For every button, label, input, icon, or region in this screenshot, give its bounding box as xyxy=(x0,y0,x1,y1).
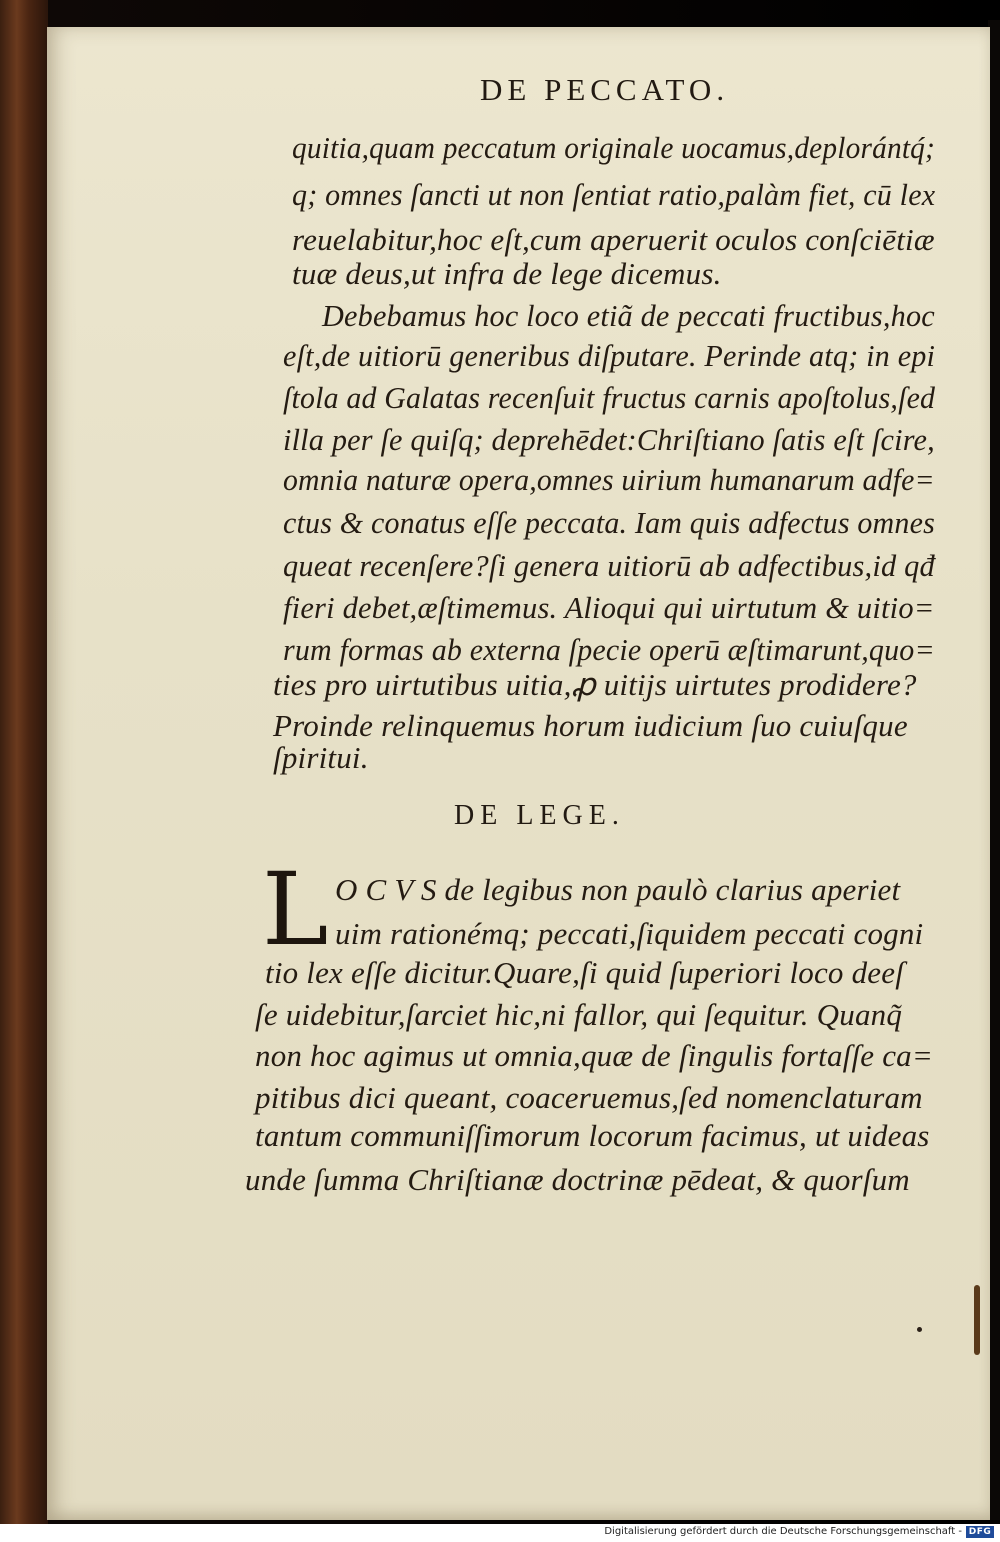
text-line: quitia,quam peccatum originale uocamus,deplorántq́; xyxy=(292,130,936,165)
text-line: tio lex eſſe dicitur.Quare,ſi quid ſuperiori loco deeſ xyxy=(265,955,905,990)
text-line: illa per ſe quiſq; deprehēdet:Chriſtiano ſatis eſt ſcire, xyxy=(283,422,935,457)
text-line: non hoc agimus ut omnia,quæ de ſingulis fortaſſe ca= xyxy=(255,1038,933,1073)
dfg-logo: DFG xyxy=(966,1526,994,1538)
text-line: ſpiritui. xyxy=(273,740,369,775)
text-line: Proinde relinquemus horum iudicium ſuo cuiuſque xyxy=(273,708,908,743)
text-line: uim rationémq; peccati,ſiquidem peccati cogni xyxy=(335,916,924,951)
text-line: queat recenſere?ſi genera uitiorū ab adfectibus,id qđ xyxy=(283,548,935,583)
text-line: reuelabitur,hoc eſt,cum aperuerit oculos conſciētiæ xyxy=(292,222,935,257)
text-line: omnia naturæ opera,omnes uirium humanarum adfe= xyxy=(283,462,935,497)
drop-cap: L xyxy=(262,851,329,968)
text-line: tantum communiſſimorum locorum facimus, ut uideas xyxy=(255,1118,930,1153)
ink-fleck xyxy=(974,1285,980,1355)
footer-credit: Digitalisierung gefördert durch die Deutsche Forschungsgemeinschaft - xyxy=(604,1526,962,1537)
text-line: unde ſumma Chriſtianæ doctrinæ pēdeat, & quorſum xyxy=(245,1162,910,1197)
text-line: tuæ deus,ut infra de lege dicemus. xyxy=(292,256,722,291)
text-line: ſtola ad Galatas recenſuit fructus carnis apoſtolus,ſed xyxy=(283,380,936,415)
text-line: ctus & conatus eſſe peccata. Iam quis adfectus omnes xyxy=(283,505,935,540)
text-line: q; omnes ſancti ut non ſentiat ratio,palàm fiet, cū lex xyxy=(292,177,936,212)
text-line: eſt,de uitiorū generibus diſputare. Perinde atq; in epi xyxy=(283,338,936,373)
footer-bar xyxy=(0,1524,1000,1542)
text-line: Debebamus hoc loco etiã de peccati fructibus,hoc xyxy=(322,298,935,333)
text-line: ſe uidebitur,ſarciet hic,ni fallor, qui ſequitur. Quanq̃ xyxy=(255,997,903,1032)
text-line: rum formas ab externa ſpecie operū æſtimarunt,quo= xyxy=(283,632,935,667)
running-head: DE PECCATO. xyxy=(480,72,730,107)
text-line: O C V S de legibus non paulò clarius aperiet xyxy=(335,872,901,907)
text-line: fieri debet,æſtimemus. Alioqui qui uirtutum & uitio= xyxy=(283,590,935,625)
ink-fleck xyxy=(917,1327,922,1332)
text-line: ties pro uirtutibus uitia,ꝓ uitijs uirtutes prodidere? xyxy=(273,667,917,702)
section-heading: DE LEGE. xyxy=(454,800,625,831)
text-line: pitibus dici queant, coaceruemus,ſed nomenclaturam xyxy=(255,1080,923,1115)
book-spine xyxy=(0,0,48,1524)
